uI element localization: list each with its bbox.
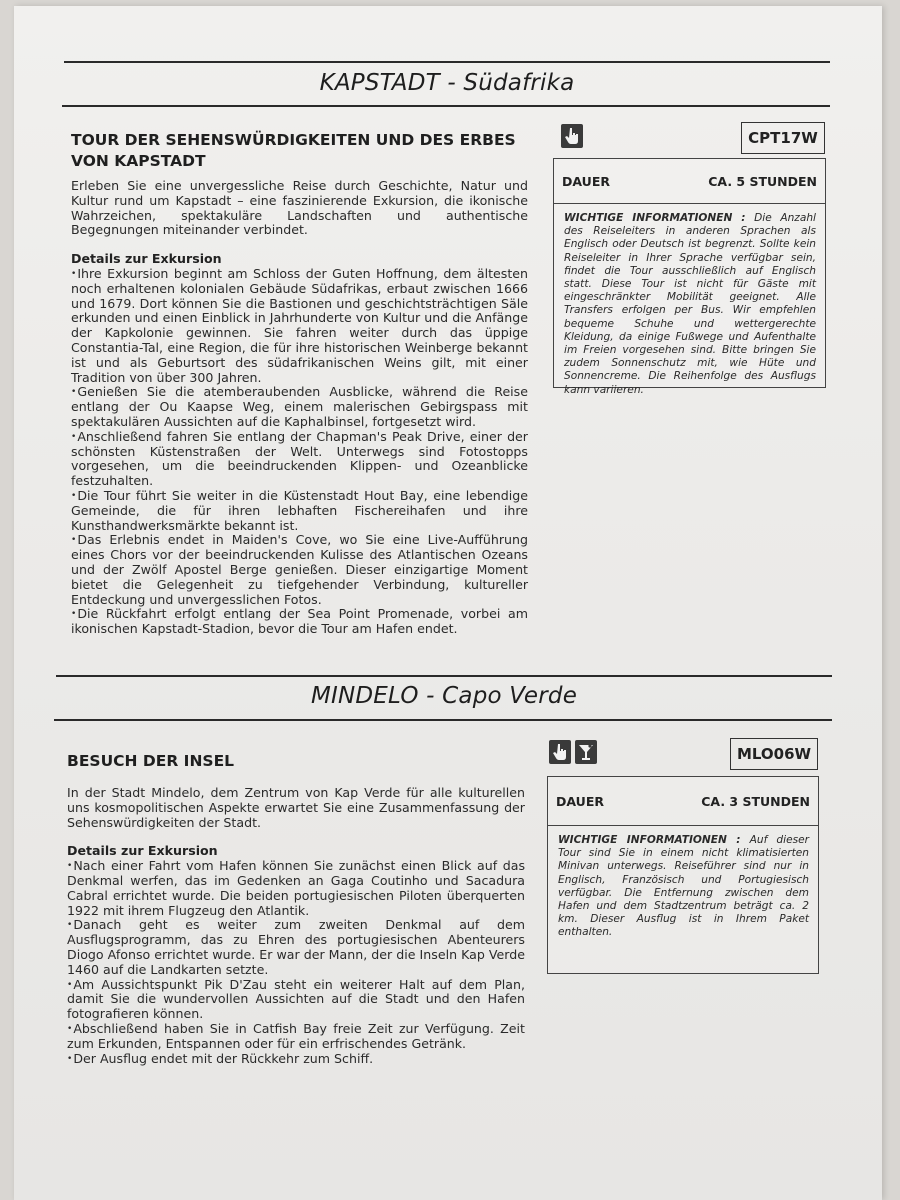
duration-value: CA. 3 STUNDEN (701, 793, 810, 809)
info-card-mindelo (547, 776, 819, 974)
list-item: • Nach einer Fahrt vom Hafen können Sie zunächst einen Blick auf das Denkmal werfen, das im Gedenken an Gaga Coutinho und Sacadura Cabral errichtet wurde. Die beiden portugiesischen Piloten überquerten 1922 mit ihrem Flugzeug den Atlantik. (67, 859, 525, 918)
tour-title-kapstadt: TOUR DER SEHENSWÜRDIGKEITEN UND DES ERBES VON KAPSTADT (71, 131, 516, 170)
header-rule-bottom (54, 719, 832, 721)
header-rule-top (64, 61, 830, 63)
important-info (548, 826, 818, 948)
list-item: • Das Erlebnis endet in Maiden's Cove, wo Sie eine Live-Aufführung eines Chors vor der beeindruckenden Kulisse des Atlantischen Ozeans und der Zwölf Apostel Berge genießen. Dieser einzigartige Moment bietet die Gelegenheit zu tiefgehender Verbindung, kultureller Entdeckung und unvergesslichen Fotos. (71, 533, 528, 607)
duration-row (554, 159, 825, 204)
list-item: • Die Tour führt Sie weiter in die Küstenstadt Hout Bay, eine lebendige Gemeinde, die für ihren lebhaften Fischereihafen und ihre Kunsthandwerksmärkte bekannt ist. (71, 489, 528, 533)
tour-description-kapstadt (71, 179, 528, 637)
details-heading: Details zur Exkursion (67, 843, 218, 859)
info-card-kapstadt (553, 158, 826, 396)
duration-label: DAUER (562, 173, 610, 189)
list-item: • Die Rückfahrt erfolgt entlang der Sea Point Promenade, vorbei am ikonischen Kapstadt-Stadion, bevor die Tour am Hafen endet. (71, 607, 528, 637)
tour-title-mindelo: BESUCH DER INSEL (67, 752, 235, 770)
header-rule-top (56, 675, 832, 677)
list-item: • Danach geht es weiter zum zweiten Denkmal auf dem Ausflugsprogramm, das zu Ehren des portugiesischen Abenteurers Diogo Afonso errichtet wurde. Er war der Mann, der die Inseln Kap Verde 1460 auf die Landkarten setzte. (67, 918, 525, 977)
tour-description-mindelo (67, 786, 525, 1066)
important-info-text: Die Anzahl des Reiseleiters in anderen Sprachen als Englisch oder Deutsch ist begrenzt. Sollte kein Reiseleiter in Ihrer Sprache verfügbar sein, findet die Tour ausschließlich auf Englisch statt. Diese Tour ist nicht für Gäste mit eingeschränkter Mobilität geeignet. Alle Transfers erfolgen per Bus. Wir empfehlen bequeme Schuhe und wettergerechte Kleidung, da einige Fußwege und Aufenthalte im Freien vorgesehen sind. Bitte bringen Sie zudem Sonnenschutz mit, wie Hüte und Sonnencreme. Die Reihenfolge des Ausflugs kann variieren. (564, 212, 816, 396)
header-rule-bottom (62, 105, 830, 107)
tour-code-kapstadt: CPT17W (741, 122, 825, 154)
duration-value: CA. 5 STUNDEN (708, 173, 817, 189)
intro-text: Erleben Sie eine unvergessliche Reise durch Geschichte, Natur und Kultur rund um Kapstadt – eine faszinierende Exkursion, die ikonische Wahrzeichen, spektakuläre Landschaften und authentische Begegnungen miteinander verbindet. (71, 178, 528, 238)
section-title-mindelo: MINDELO - Capo Verde (310, 683, 578, 709)
list-item: • Anschließend fahren Sie entlang der Chapman's Peak Drive, einer der schönsten Küstenstraßen der Welt. Unterwegs sind Fotostopps vorgesehen, um die beeindruckenden Klippen- und Ozeanblicke festzuhalten. (71, 430, 528, 489)
hand-pointer-icon (561, 124, 583, 148)
list-item: • Am Aussichtspunkt Pik D'Zau steht ein weiterer Halt auf dem Plan, damit Sie die wundervollen Aussichten auf die Stadt und den Hafen fotografieren können. (67, 978, 525, 1022)
details-heading: Details zur Exkursion (71, 251, 222, 267)
list-item: • Genießen Sie die atemberaubenden Ausblicke, während die Reise entlang der Ou Kaapse Weg, einem malerischen Gebirgspass mit spektakulären Aussichten auf die Kaphalbinsel, fortgesetzt wird. (71, 385, 528, 429)
tour-code-mindelo: MLO06W (730, 738, 818, 770)
list-item: • Der Ausflug endet mit der Rückkehr zum Schiff. (67, 1052, 525, 1067)
important-info-label: WICHTIGE INFORMATIONEN : (564, 212, 746, 224)
cocktail-glass-icon (575, 740, 597, 764)
important-info-label: WICHTIGE INFORMATIONEN : (558, 834, 741, 846)
duration-row (548, 777, 818, 826)
document-page (14, 6, 882, 1200)
important-info (554, 204, 825, 405)
hand-pointer-icon (549, 740, 571, 764)
list-item: • Abschließend haben Sie in Catfish Bay freie Zeit zur Verfügung. Zeit zum Erkunden, Entspannen oder für ein erfrischendes Getränk. (67, 1022, 525, 1052)
duration-label: DAUER (556, 793, 604, 809)
list-item: • Ihre Exkursion beginnt am Schloss der Guten Hoffnung, dem ältesten noch erhaltenen kolonialen Gebäude Südafrikas, erbaut zwischen 1666 und 1679. Dort können Sie die Bastionen und geschichtsträchtigen Säle erkunden und einen Einblick in Jahrhunderte von Kultur und die Anfänge der Kapkolonie gewinnen. Sie fahren weiter durch das üppige Constantia-Tal, eine Region, die für ihre historischen Weinberge bekannt ist und als Geburtsort des südafrikanischen Weins gilt, mit einer Tradition von über 300 Jahren. (71, 267, 528, 385)
section-title-kapstadt: KAPSTADT - Südafrika (319, 70, 575, 96)
important-info-text: Auf dieser Tour sind Sie in einem nicht klimatisierten Minivan unterwegs. Reiseführer sind nur in Englisch, Französisch und Portugiesisch verfügbar. Die Entfernung zwischen dem Hafen und dem Stadtzentrum beträgt ca. 2 km. Dieser Ausflug ist in Ihrem Paket enthalten. (558, 834, 810, 939)
intro-text: In der Stadt Mindelo, dem Zentrum von Kap Verde für alle kulturellen uns kosmopolitischen Aspekte erwartet Sie eine Zusammenfassung der Sehenswürdigkeiten der Stadt. (67, 785, 525, 830)
